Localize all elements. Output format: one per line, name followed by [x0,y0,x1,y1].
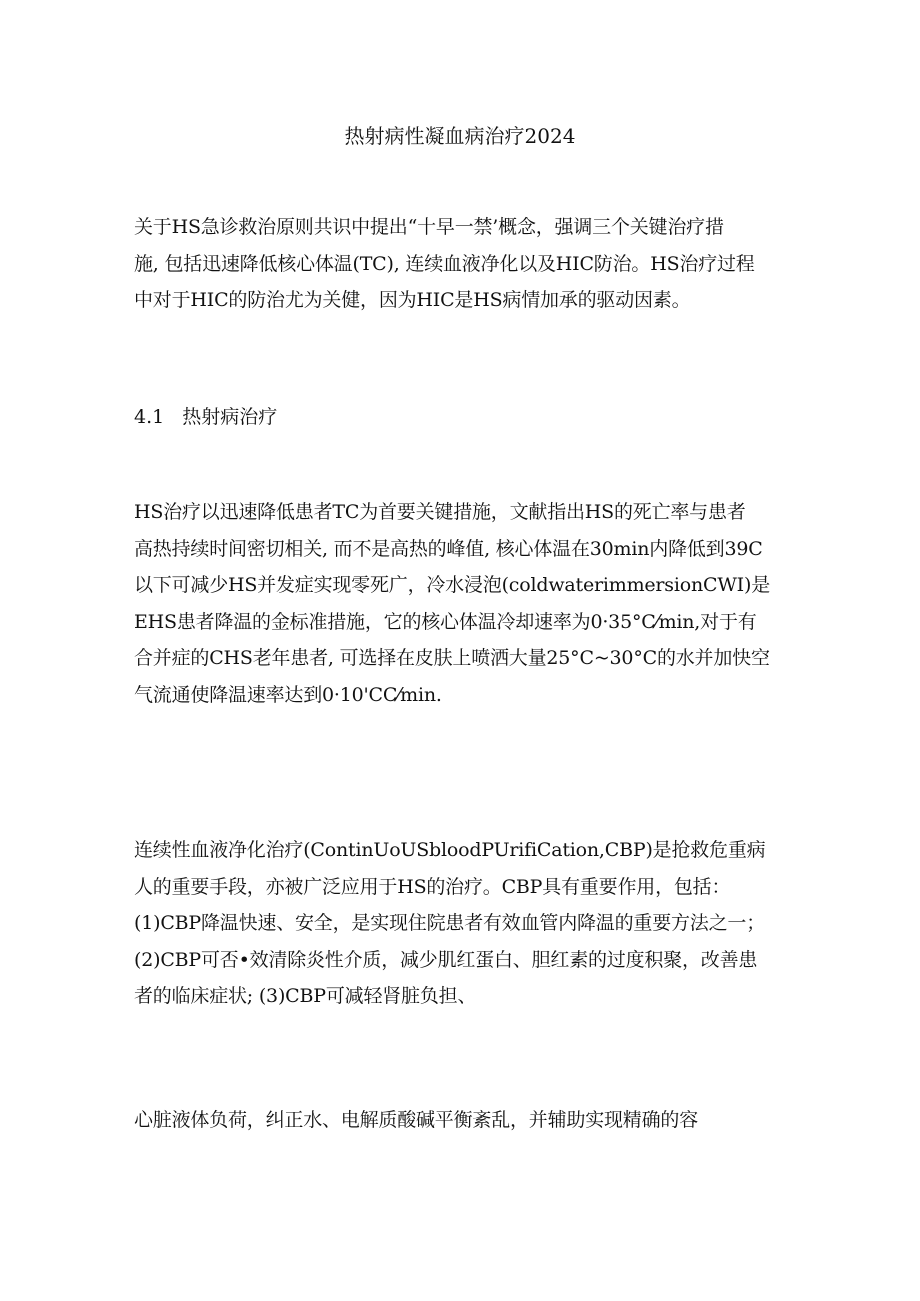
paragraph-line: EHS患者降温的金标准措施，它的核心体温冷却速率为0·35°C⁄min,对于有 [134,610,757,633]
paragraph-line: 高热持续时间密切相关, 而不是高热的峰值, 核心体温在30min内降低到39C [134,537,763,560]
section-number: 4.1 [134,406,165,428]
paragraph-line: 气流通使降温速率达到0·10'CC⁄min. [134,683,442,706]
paragraph-line: 中对于HIC的防治尤为关健，因为HIC是HS病情加承的驱动因素。 [134,289,691,312]
section-heading [134,402,277,432]
paragraph-line: 关于HS急诊救治原则共识中提出“十早一禁’概念，强调三个关键治疗措 [134,216,724,238]
section-title: 热射病治疗 [182,406,278,428]
paragraph-line: 以下可减少HS并发症实现零死广，冷水浸泡(coldwaterimmersionCWI)是 [134,574,770,597]
continuation-paragraph [134,1102,794,1139]
intro-paragraph [134,209,794,319]
cbp-paragraph [134,832,794,1015]
paragraph-line: 施, 包括迅速降低核心体温(TC), 连续血液净化以及HIC防治。HS治疗过程 [134,252,755,275]
paragraph-line: 人的重要手段，亦被广泛应用于HS的治疗。CBP具有重要作用，包括： [134,875,731,898]
paragraph-line: 合并症的CHS老年患者, 可选择在皮肤上喷洒大量25°C~30°C的水并加快空 [134,647,770,670]
paragraph-line: (2)CBP可否•效清除炎性介质，减少肌红蛋白、胆红素的过度积聚，改善患 [134,948,758,971]
paragraph-line: HS治疗以迅速降低患者TC为首要关键措施，文献指出HS的死亡率与患者 [134,501,746,523]
paragraph-line: (1)CBP降温快速、安全，是实现住院患者有效血管内降温的重要方法之一； [134,912,765,935]
cooling-paragraph [134,494,794,714]
document-title: 热射病性凝血病治疗2024 [344,124,576,148]
paragraph-line: 心脏液体负荷，纠正水、电解质酸碱平衡紊乱，并辅助实现精确的容 [134,1109,699,1131]
paragraph-line: 者的临床症状; (3)CBP可减轻肾脏负担、 [134,985,477,1008]
paragraph-line: 连续性血液净化治疗(ContinUoUSbloodPUrifiCation,CBP)是抢救危重病 [134,839,766,861]
